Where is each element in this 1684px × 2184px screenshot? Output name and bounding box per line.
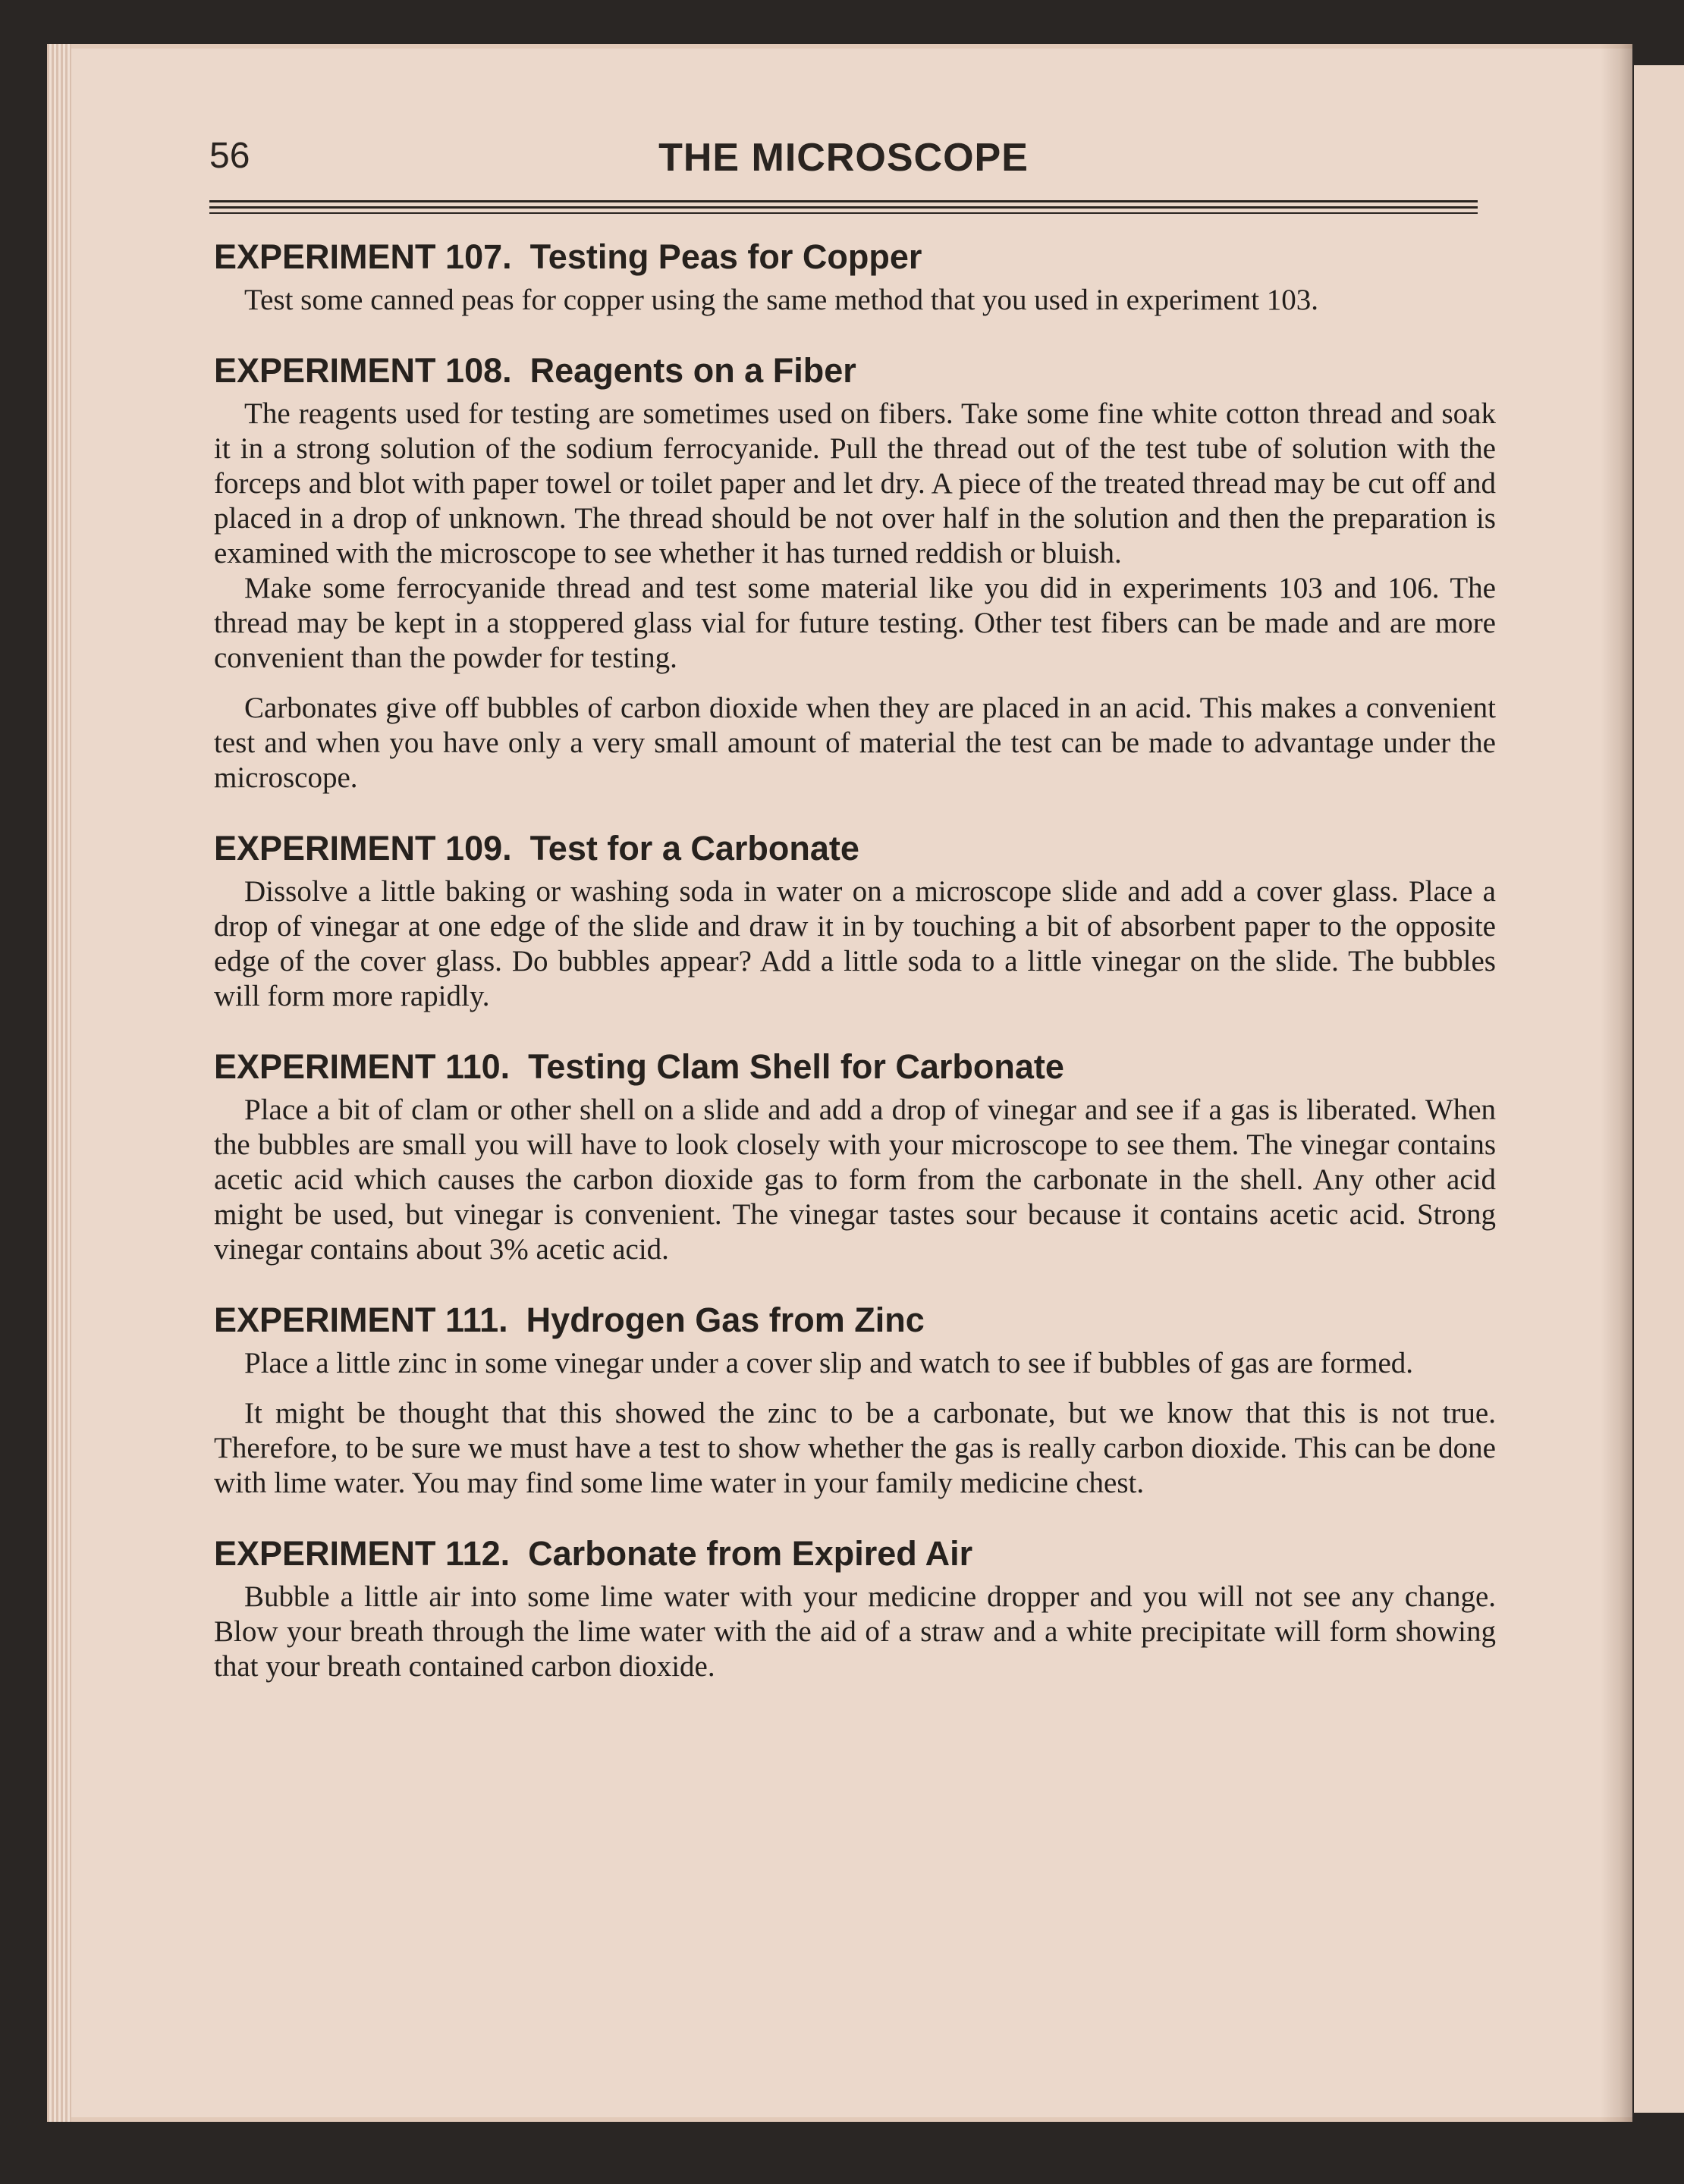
experiment-title: Testing Peas for Copper: [529, 237, 922, 276]
book-gutter: [1601, 44, 1632, 2122]
running-head: [209, 127, 1478, 188]
experiment-title: Reagents on a Fiber: [529, 351, 856, 390]
body-paragraph: Test some canned peas for copper using the same method that you used in experiment 103.: [244, 284, 1319, 316]
experiment-108-section: [214, 345, 1496, 795]
experiment-heading: [214, 231, 1496, 283]
experiment-110-section: [214, 1041, 1496, 1267]
experiment-title: Test for a Carbonate: [529, 829, 859, 868]
experiment-112-section: [214, 1528, 1496, 1684]
experiment-number: EXPERIMENT 107.: [214, 237, 512, 276]
header-rule: [209, 212, 1478, 214]
experiment-heading: [214, 1041, 1496, 1093]
experiment-heading: [214, 345, 1496, 397]
body-paragraph: The reagents used for testing are sometimes used on fibers. Take some fine white cotton thread and soak it in a strong solution of the sodium ferrocyanide. Pull the thread out of the test tube of solution with the forceps and blot with paper towel or toilet paper and let dry. A piece of the treated thread may be cut off and placed in a drop of unknown. The thread should be not over half in the solution and then the preparation is examined with the microscope to see whether it has turned reddish or bluish.: [214, 397, 1496, 570]
body-paragraph: Make some ferrocyanide thread and test some material like you did in experiments 103 and 106. The thread may be kept in a stoppered glass vial for future testing. Other test fibers can be made and are more convenient than the powder for testing.: [214, 572, 1496, 674]
experiment-number: EXPERIMENT 111.: [214, 1301, 508, 1339]
experiment-107-section: [214, 231, 1496, 318]
experiment-number: EXPERIMENT 109.: [214, 829, 512, 868]
body-paragraph: It might be thought that this showed the zinc to be a carbonate, but we know that this is not true. Therefore, to be sure we must have a test to show whether the gas is really carbon dioxide. This can be done with lime water. You may find some lime water in your family medicine chest.: [214, 1397, 1496, 1499]
experiment-title: Carbonate from Expired Air: [528, 1534, 973, 1573]
page-number: 56: [209, 136, 250, 176]
header-rule: [209, 206, 1478, 209]
body-paragraph: Place a little zinc in some vinegar under a cover slip and watch to see if bubbles of gas are formed.: [244, 1347, 1414, 1379]
body-paragraph: Dissolve a little baking or washing soda in water on a microscope slide and add a cover glass. Place a drop of vinegar at one edge of the slide and draw it in by touching a bit of absorbent paper to the opposite edge of the cover glass. Do bubbles appear? Add a little soda to a little vinegar on the slide. The bubbles will form more rapidly.: [214, 875, 1496, 1012]
experiment-title: Testing Clam Shell for Carbonate: [528, 1047, 1064, 1086]
book-title: THE MICROSCOPE: [658, 136, 1029, 180]
experiment-heading: [214, 1528, 1496, 1580]
experiment-109-section: [214, 823, 1496, 1014]
page-body: [214, 231, 1496, 1684]
header-rule: [209, 200, 1478, 202]
facing-page-edge: [1634, 65, 1684, 2113]
experiment-heading: [214, 823, 1496, 874]
experiment-number: EXPERIMENT 108.: [214, 351, 512, 390]
experiment-title: Hydrogen Gas from Zinc: [526, 1301, 925, 1339]
experiment-number: EXPERIMENT 110.: [214, 1047, 511, 1086]
experiment-heading: [214, 1294, 1496, 1346]
body-paragraph: Carbonates give off bubbles of carbon dioxide when they are placed in an acid. This makes a convenient test and when you have only a very small amount of material the test can be made to advantage under the microscope.: [214, 692, 1496, 794]
experiment-number: EXPERIMENT 112.: [214, 1534, 511, 1573]
page-edges: [47, 44, 71, 2122]
body-paragraph: Bubble a little air into some lime water with your medicine dropper and you will not see any change. Blow your breath through the lime water with the aid of a straw and a white precipitate will form showing that your breath contained carbon dioxide.: [214, 1580, 1496, 1683]
body-paragraph: Place a bit of clam or other shell on a slide and add a drop of vinegar and see if a gas is liberated. When the bubbles are small you will have to look closely with your microscope to see them. The vinegar contains acetic acid which causes the carbon dioxide gas to form from the carbonate in the shell. Any other acid might be used, but vinegar is convenient. The vinegar tastes sour because it contains acetic acid. Strong vinegar contains about 3% acetic acid.: [214, 1094, 1496, 1266]
experiment-111-section: [214, 1294, 1496, 1501]
